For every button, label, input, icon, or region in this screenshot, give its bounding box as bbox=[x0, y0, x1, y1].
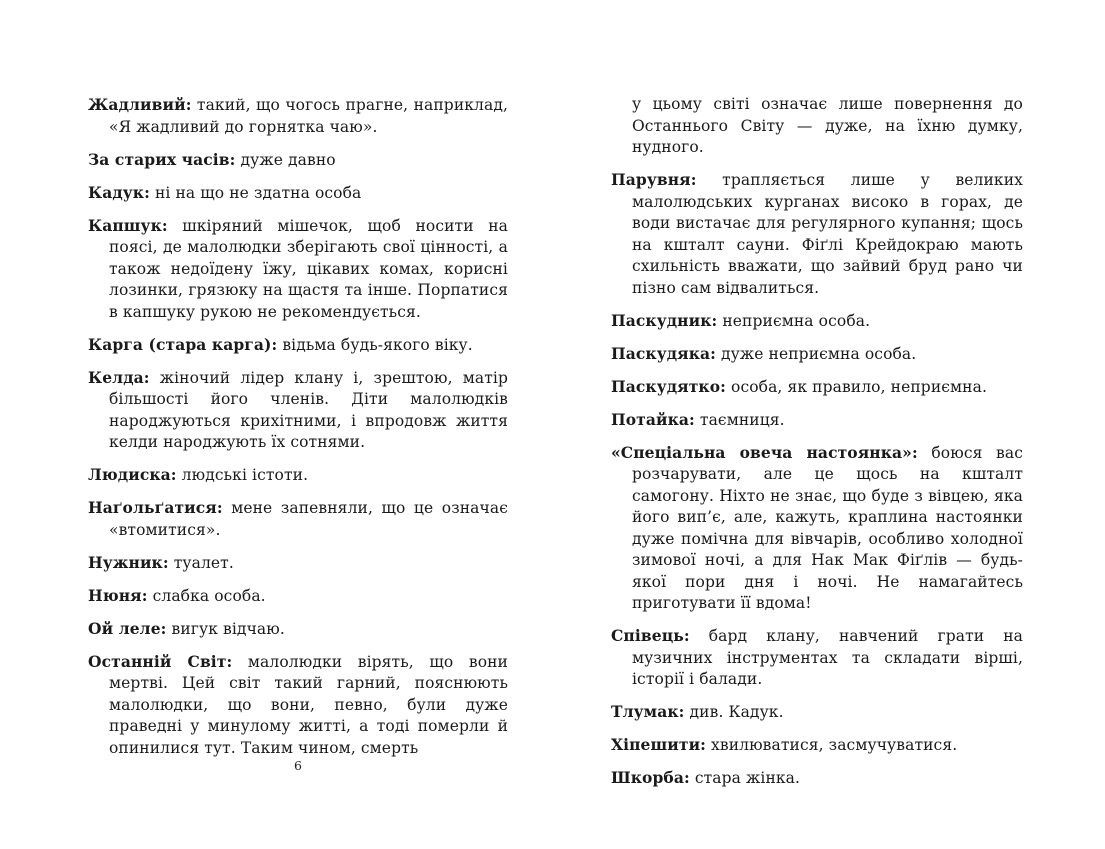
glossary-entry bbox=[88, 215, 508, 324]
entry-term: Хіпешити: bbox=[611, 735, 706, 754]
entry-term: Останній Світ: bbox=[88, 651, 233, 671]
entry-definition: туалет. bbox=[168, 553, 234, 572]
glossary-entry bbox=[88, 334, 508, 357]
glossary-entry-continuation bbox=[611, 94, 1023, 159]
entry-definition: вигук відчаю. bbox=[166, 619, 285, 638]
entry-definition: особа, як правило, неприємна. bbox=[725, 377, 987, 396]
entry-term: Потайка: bbox=[611, 409, 695, 429]
entry-definition: ні на що не здатна особа bbox=[149, 183, 362, 202]
entry-definition: людські істоти. bbox=[176, 466, 309, 484]
entry-definition: бард клану, навчений грати на музичних інструментах та складати вірші, історії і балади. bbox=[632, 627, 1023, 688]
entry-term: Ой леле: bbox=[88, 618, 167, 638]
entry-definition: дуже неприємна особа. bbox=[715, 344, 917, 363]
entry-definition: стара жінка. bbox=[689, 769, 801, 787]
glossary-entry bbox=[611, 376, 1023, 399]
entry-definition: неприємна особа. bbox=[717, 311, 871, 330]
page-left-text-column bbox=[88, 94, 508, 770]
glossary-entry bbox=[611, 701, 1023, 724]
entry-definition: хвилюватися, засмучуватися. bbox=[706, 736, 958, 754]
entry-definition: шкіряний мішечок, щоб носити на поясі, де малолюдки зберігають свої цінності, а також недоїдену їжу, цікавих комах, корисні лозинки, грязюку на щастя та інше. Порпатися в капшуку рукою не рекомендується. bbox=[109, 216, 508, 321]
glossary-entry bbox=[88, 585, 508, 608]
glossary-entry bbox=[611, 409, 1023, 432]
entry-term: Карга (стара карга): bbox=[88, 334, 278, 354]
glossary-entry bbox=[88, 182, 508, 205]
entry-term: Паскудяка: bbox=[611, 343, 716, 363]
entry-term: Наґольґатися: bbox=[88, 498, 223, 517]
glossary-entry bbox=[88, 651, 508, 760]
glossary-entry bbox=[611, 442, 1023, 615]
entry-term: Тлумак: bbox=[611, 702, 685, 721]
glossary-entry bbox=[611, 169, 1023, 299]
entry-term: Парувня: bbox=[611, 170, 697, 189]
glossary-entry bbox=[88, 94, 508, 138]
entry-term: Співець: bbox=[611, 626, 690, 645]
entry-term: За старих часів: bbox=[88, 149, 236, 169]
glossary-entry bbox=[611, 343, 1023, 366]
entry-definition: трапляється лише у великих малолюдських курганах високо в горах, де води вистачає для регулярного купання; щось на кшталт сауни. Фіґлі Крейдокраю мають схильність вважати, що зайвий бруд рано чи пізно сам відвалиться. bbox=[632, 171, 1023, 297]
glossary-entry bbox=[611, 310, 1023, 333]
entry-term: Капшук: bbox=[88, 215, 168, 235]
entry-term: Паскудник: bbox=[611, 310, 718, 330]
glossary-entry bbox=[611, 767, 1023, 790]
entry-term: Людиска: bbox=[88, 465, 177, 484]
entry-term: Шкорба: bbox=[611, 768, 690, 787]
page-number: 6 bbox=[294, 758, 302, 773]
glossary-entry bbox=[88, 367, 508, 454]
glossary-entry bbox=[88, 497, 508, 541]
glossary-entry bbox=[88, 464, 508, 487]
entry-definition: такий, що чогось прагне, наприклад, «Я жадливий до горнятка чаю». bbox=[109, 96, 508, 136]
entry-term: Келда: bbox=[88, 367, 150, 387]
entry-term: «Спеціальна овеча настоянка»: bbox=[611, 442, 918, 462]
entry-definition: слабка особа. bbox=[147, 586, 266, 605]
entry-term: Нужник: bbox=[88, 552, 169, 572]
entry-term: Жадливий: bbox=[88, 95, 192, 114]
entry-definition: дуже давно bbox=[235, 150, 336, 169]
glossary-entry bbox=[88, 618, 508, 641]
entry-definition: боюся вас розчарувати, але це щось на кшталт самогону. Ніхто не знає, що буде з вівцею, яка його вип’є, але, кажуть, краплина настоянки дуже помічна для вівчарів, особливо холодної зимової ночі, а для Нак Мак Фіґлів — будь-якої пори дня і ночі. Не намагайтесь приготувати її вдома! bbox=[632, 443, 1023, 612]
entry-definition: відьма будь-якого віку. bbox=[277, 335, 473, 354]
page-right-text-column bbox=[611, 94, 1023, 800]
entry-term: Паскудятко: bbox=[611, 376, 726, 396]
glossary-entry bbox=[611, 625, 1023, 691]
entry-definition: малолюдки вірять, що вони мертві. Цей світ такий гарний, пояснюють малолюдки, що вони, певно, були дуже праведні у минулому житті, а тоді померли й опинилися тут. Таким чином, смерть bbox=[109, 652, 508, 757]
entry-term: Кадук: bbox=[88, 182, 150, 202]
entry-definition: таємниця. bbox=[694, 410, 785, 429]
entry-definition: див. Кадук. bbox=[684, 703, 784, 721]
glossary-entry bbox=[88, 149, 508, 172]
entry-definition: жіночий лідер клану і, зрештою, матір більшості його членів. Діти малолюдків народжуються крихітними, і впродовж життя келди народжують їх сотнями. bbox=[109, 368, 508, 451]
glossary-entry bbox=[611, 734, 1023, 757]
entry-definition: мене запевняли, що це означає «втомитися». bbox=[109, 499, 508, 539]
glossary-entry bbox=[88, 552, 508, 575]
entry-term: Нюня: bbox=[88, 585, 148, 605]
entry-definition: у цьому світі означає лише повернення до Останнього Світу — дуже, на їхню думку, нудного. bbox=[632, 95, 1023, 156]
